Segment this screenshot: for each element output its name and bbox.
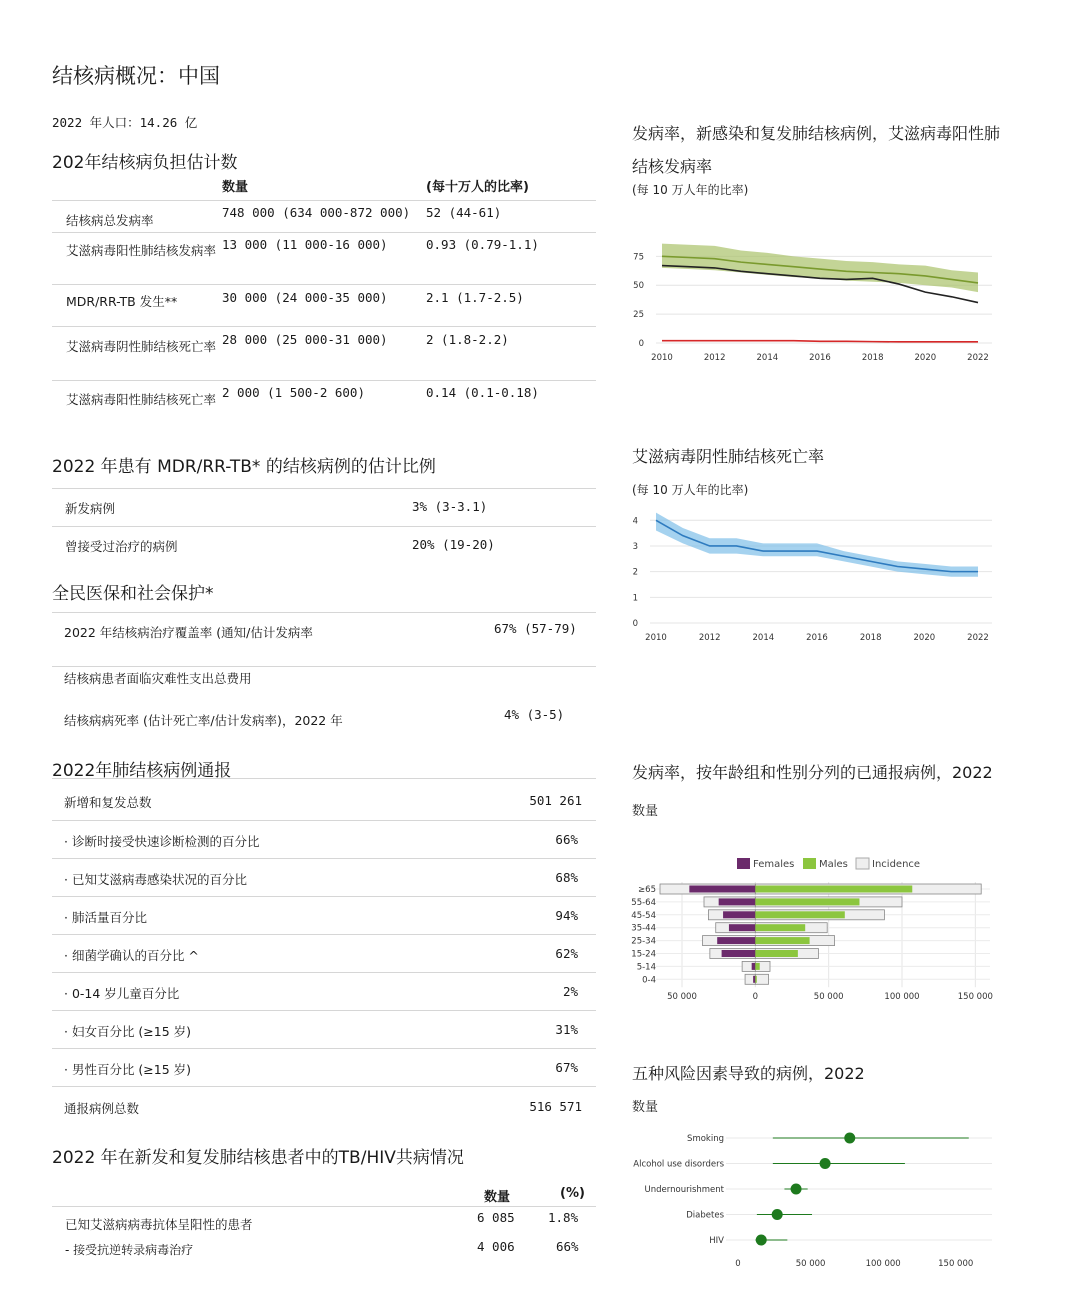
burden-row-rate: 2 (1.8-2.2): [426, 332, 509, 347]
x-tick-label: 0: [752, 992, 759, 1002]
y-tick-label: 0-4: [642, 975, 656, 986]
burden-row-number: 2 000 (1 500-2 600): [222, 385, 365, 400]
x-tick-label: 2018: [861, 353, 884, 363]
burden-row-label: 结核病总发病率: [66, 213, 154, 228]
notif-row-label: · 肺活量百分比: [64, 910, 147, 925]
estimate-point: [791, 1184, 802, 1195]
uhc-row-label: 结核病病死率 (估计死亡率/估计发病率)，2022 年: [64, 713, 343, 728]
notif-row-value: 501 261: [529, 793, 582, 808]
burden-row: [52, 284, 596, 327]
burden-row-number: 28 000 (25 000-31 000): [222, 332, 388, 347]
x-tick-label: 50 000: [813, 992, 844, 1002]
tbhiv-col-pct: (%): [560, 1186, 585, 1201]
tbhiv-row-number: 4 006: [477, 1239, 515, 1254]
y-tick-label: 35-44: [631, 923, 656, 934]
uhc-row-label: 2022 年结核病治疗覆盖率 (通知/估计发病率: [64, 625, 313, 640]
legend-swatch: [737, 858, 750, 869]
tbhiv-row-number: 6 085: [477, 1210, 515, 1225]
notif-row-value: 2%: [562, 984, 578, 999]
notif-row: [52, 1048, 596, 1087]
burden-row-label: 艾滋病毒阳性肺结核死亡率: [66, 392, 217, 407]
male-bar: [755, 911, 844, 918]
population-text: 2022 年人口：14.26 亿: [52, 115, 198, 130]
x-tick-label: 2022: [967, 633, 989, 643]
x-tick-label: 2016: [806, 633, 828, 643]
uhc-row: [52, 612, 596, 667]
male-bar: [755, 976, 756, 983]
burden-row: [52, 232, 596, 285]
notif-row: [52, 858, 596, 897]
female-bar: [723, 911, 755, 918]
notif-row-value: 31%: [555, 1022, 578, 1037]
x-tick-label: 150 000: [957, 992, 993, 1002]
chart4-title: 五种风险因素导致的病例，2022: [632, 1064, 865, 1083]
legend-swatch: [803, 858, 816, 869]
tbhiv-title: 2022 年在新发和复发肺结核患者中的TB/HIV共病情况: [52, 1148, 464, 1168]
burden-row-number: 30 000 (24 000-35 000): [222, 290, 388, 305]
y-tick-label: 3: [632, 541, 638, 552]
female-bar: [717, 937, 755, 944]
mdr-row-value: 3% (3-3.1): [412, 499, 488, 514]
notif-row-value: 66%: [555, 832, 578, 847]
page-title: 结核病概况：中国: [52, 64, 220, 88]
chart3-subtitle: 数量: [632, 804, 659, 819]
notif-row-label: 通报病例总数: [64, 1101, 140, 1116]
burden-row-label: MDR/RR-TB 发生**: [66, 294, 178, 309]
notif-row-label: · 0-14 岁儿童百分比: [64, 986, 180, 1001]
burden-row-number: 13 000 (11 000-16 000): [222, 237, 388, 252]
tbhiv-col-number: 数量: [484, 1190, 511, 1205]
x-tick-label: 2022: [967, 353, 989, 363]
notif-row: [52, 1086, 596, 1125]
estimate-point: [756, 1235, 767, 1246]
x-tick-label: 2014: [756, 353, 779, 363]
tbhiv-row-pct: 66%: [556, 1239, 579, 1254]
notif-row-value: 62%: [555, 946, 578, 961]
mdr-row-value: 20% (19-20): [412, 537, 495, 552]
notif-row-label: · 已知艾滋病毒感染状况的百分比: [64, 872, 247, 887]
x-tick-label: 150 000: [938, 1259, 974, 1269]
y-tick-label: 55-64: [631, 897, 656, 908]
female-bar: [729, 924, 755, 931]
burden-row-rate: 0.93 (0.79-1.1): [426, 237, 539, 252]
uhc-row: [52, 700, 596, 740]
y-tick-label: 45-54: [631, 910, 656, 921]
burden-row: [52, 380, 596, 415]
burden-row: [52, 200, 596, 233]
mdr-row-label: 新发病例: [65, 501, 116, 516]
y-tick-label: 0: [638, 339, 644, 349]
x-tick-label: 50 000: [795, 1259, 826, 1269]
y-tick-label: 25: [633, 310, 644, 321]
notif-row-value: 68%: [555, 870, 578, 885]
chart3-title: 发病率，按年龄组和性别分列的已通报病例，2022: [632, 763, 993, 782]
incidence-bar: [755, 974, 768, 984]
legend-label: Incidence: [872, 859, 921, 870]
incidence-line-chart: [620, 225, 1010, 370]
x-tick-label: 50 000: [667, 992, 697, 1002]
female-bar: [719, 898, 756, 905]
burden-title: 202年结核病负担估计数: [52, 153, 238, 173]
y-tick-label: 5-14: [636, 962, 656, 973]
notif-row: [52, 1010, 596, 1049]
tbhiv-row: [52, 1206, 596, 1235]
chart4-subtitle: 数量: [632, 1100, 659, 1115]
tbhiv-row: [52, 1234, 596, 1264]
x-tick-label: 2018: [859, 633, 882, 643]
legend-swatch: [856, 858, 869, 869]
chart1-title: 发病率，新感染和复发肺结核病例，艾滋病毒阳性肺结核发病率: [632, 124, 1001, 176]
burden-row-label: 艾滋病毒阳性肺结核发病率: [66, 243, 217, 258]
notif-row-label: 新增和复发总数: [64, 795, 152, 810]
category-label: Alcohol use disorders: [633, 1159, 724, 1170]
female-bar: [753, 976, 755, 983]
y-tick-label: 2: [632, 567, 638, 578]
uhc-title: 全民医保和社会保护*: [52, 584, 214, 604]
male-bar: [755, 886, 912, 893]
burden-row-rate: 52 (44-61): [426, 205, 502, 220]
chart1-subtitle: (每 10 万人年的比率): [632, 183, 749, 197]
chart2-subtitle: (每 10 万人年的比率): [632, 483, 749, 497]
y-tick-label: 1: [632, 593, 638, 604]
y-tick-label: 4: [632, 516, 638, 527]
x-tick-label: 2016: [809, 353, 831, 363]
x-tick-label: 2020: [913, 633, 936, 643]
x-tick-label: 2012: [703, 353, 726, 363]
mdr-row: [52, 526, 596, 565]
burden-row: [52, 326, 596, 381]
category-label: Undernourishment: [644, 1185, 724, 1195]
y-tick-label: 15-24: [631, 949, 656, 960]
y-tick-label: 25-34: [631, 936, 656, 947]
tbhiv-row-label: 已知艾滋病病毒抗体呈阳性的患者: [65, 1217, 253, 1232]
mortality-line-chart: [620, 500, 1010, 650]
notif-row-value: 94%: [555, 908, 578, 923]
chart2-title: 艾滋病毒阴性肺结核死亡率: [632, 447, 825, 466]
category-label: Smoking: [687, 1134, 724, 1144]
burden-row-rate: 2.1 (1.7-2.5): [426, 290, 524, 305]
uhc-row: [52, 666, 596, 701]
legend-label: Males: [819, 859, 848, 870]
tbhiv-row-label: - 接受抗逆转录病毒治疗: [65, 1243, 194, 1257]
mdr-row: [52, 488, 596, 527]
estimate-point: [820, 1158, 831, 1169]
male-bar: [755, 937, 809, 944]
notif-row-label: · 诊断时接受快速诊断检测的百分比: [64, 834, 260, 849]
mdr-row-label: 曾接受过治疗的病例: [65, 539, 178, 554]
notif-row-label: · 细菌学确认的百分比 ^: [64, 948, 199, 963]
x-tick-label: 0: [735, 1259, 741, 1269]
male-bar: [755, 924, 805, 931]
notif-row-label: · 男性百分比 (≥15 岁): [64, 1062, 192, 1077]
male-bar: [755, 963, 759, 970]
notif-row-value: 67%: [555, 1060, 578, 1075]
notif-row: [52, 820, 596, 859]
x-tick-label: 100 000: [884, 992, 920, 1002]
female-bar: [722, 950, 756, 957]
notif-row: [52, 896, 596, 935]
risk-factor-dot-chart: [620, 1125, 1010, 1275]
x-tick-label: 2020: [914, 353, 937, 363]
female-bar: [689, 886, 755, 893]
estimate-point: [772, 1209, 783, 1220]
notif-row-value: 516 571: [529, 1099, 582, 1114]
male-bar: [755, 898, 859, 905]
y-tick-label: 0: [632, 619, 638, 629]
notif-row-label: · 妇女百分比 (≥15 岁): [64, 1024, 192, 1039]
uhc-row-label: 结核病患者面临灾难性支出总费用: [64, 671, 252, 686]
x-tick-label: 2010: [651, 353, 673, 363]
notif-title: 2022年肺结核病例通报: [52, 761, 232, 781]
burden-col-number: 数量: [222, 180, 249, 195]
y-tick-label: 50: [633, 281, 644, 292]
x-tick-label: 100 000: [865, 1259, 901, 1269]
x-tick-label: 2014: [752, 633, 775, 643]
uhc-row-value: 4% (3-5): [504, 707, 565, 722]
notif-row: [52, 972, 596, 1011]
tbhiv-row-pct: 1.8%: [548, 1210, 579, 1225]
burden-row-label: 艾滋病毒阴性肺结核死亡率: [66, 339, 217, 354]
burden-col-rate: (每十万人的比率): [426, 180, 529, 195]
age-sex-pyramid-chart: [620, 850, 1010, 1005]
x-tick-label: 2010: [645, 633, 667, 643]
y-tick-label: ≥65: [638, 885, 656, 895]
female-bar: [752, 963, 756, 970]
notif-row: [52, 778, 596, 821]
estimate-point: [844, 1133, 855, 1144]
category-label: HIV: [709, 1236, 724, 1246]
burden-row-rate: 0.14 (0.1-0.18): [426, 385, 539, 400]
mdr-title: 2022 年患有 MDR/RR-TB* 的结核病例的估计比例: [52, 457, 436, 477]
y-tick-label: 75: [633, 252, 644, 263]
x-tick-label: 2012: [698, 633, 721, 643]
burden-row-number: 748 000 (634 000-872 000): [222, 205, 411, 220]
notif-row: [52, 934, 596, 973]
male-bar: [755, 950, 798, 957]
category-label: Diabetes: [686, 1210, 724, 1221]
uhc-row-value: 67% (57-79): [494, 621, 577, 636]
legend-label: Females: [753, 859, 795, 870]
series-line: [662, 341, 978, 342]
